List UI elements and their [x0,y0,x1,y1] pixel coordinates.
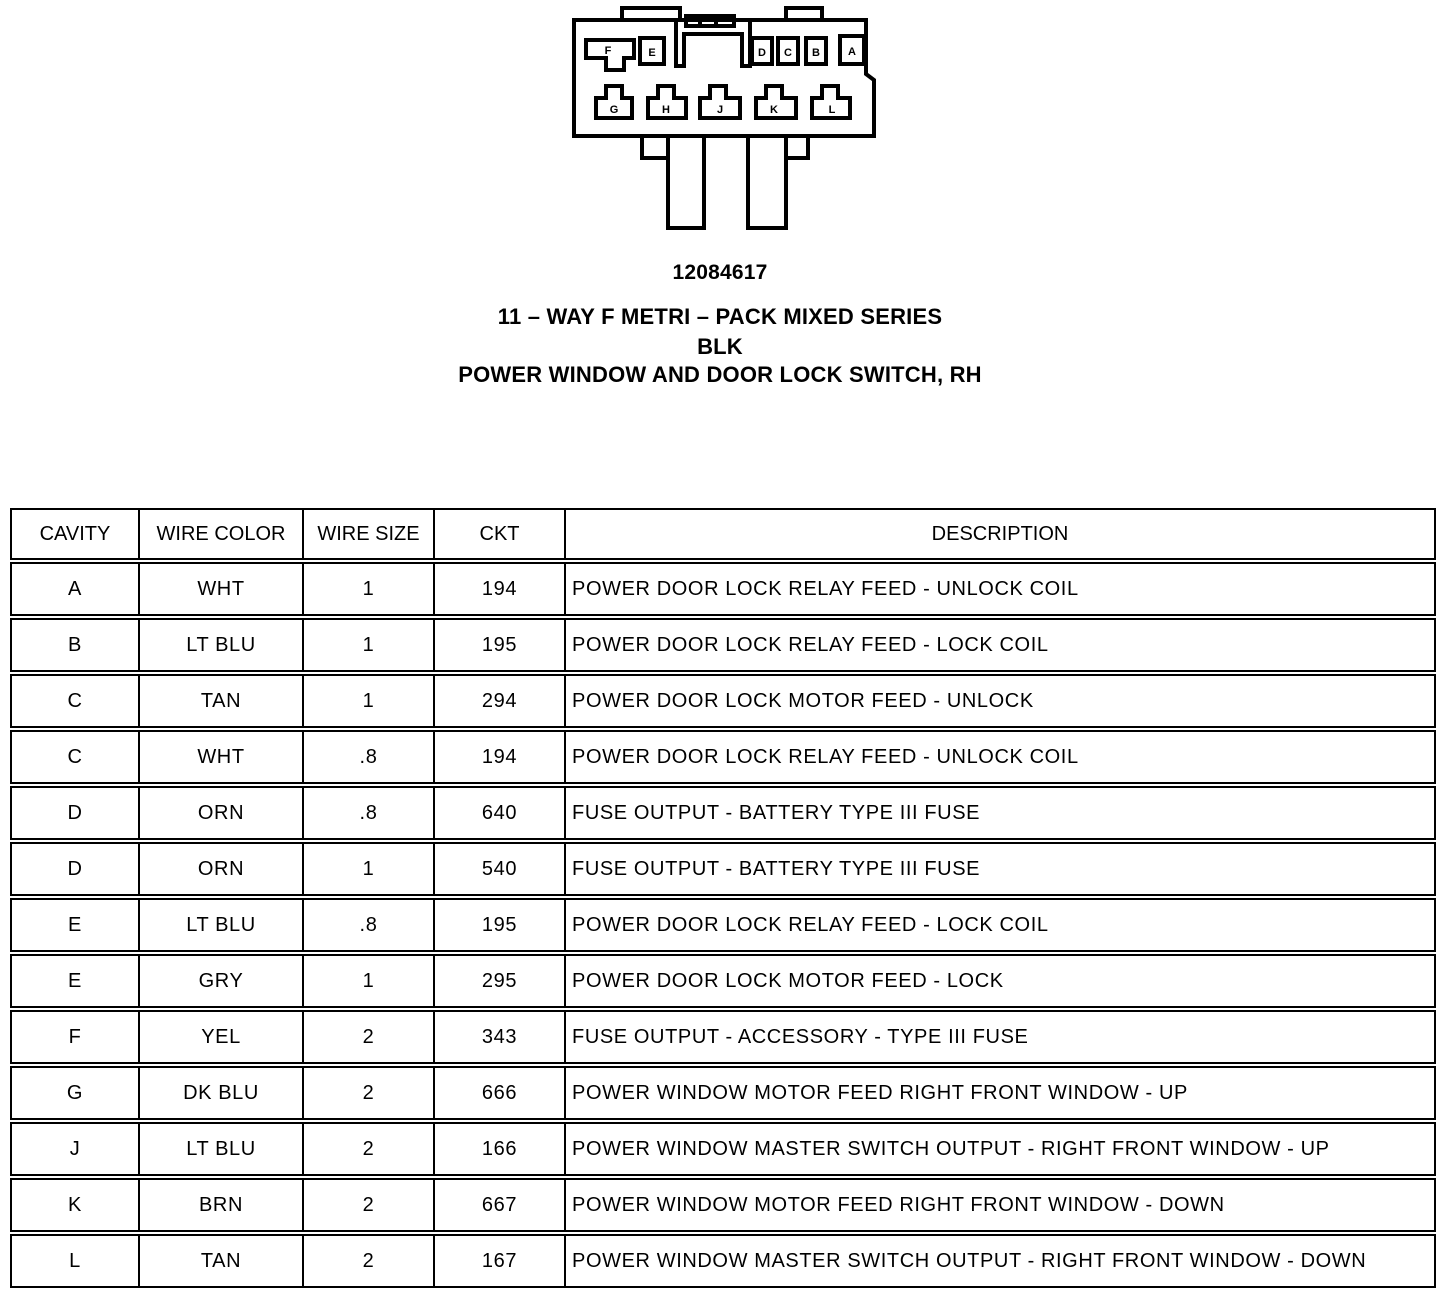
cell-cavity: D [11,841,139,897]
cell-wire-color: GRY [139,953,303,1009]
cell-wire-size: 2 [303,1177,434,1233]
cell-description: POWER WINDOW MOTOR FEED RIGHT FRONT WINDOW - DOWN [565,1177,1435,1233]
cell-wire-color: WHT [139,729,303,785]
cell-cavity: F [11,1009,139,1065]
cell-description: POWER DOOR LOCK RELAY FEED - UNLOCK COIL [565,729,1435,785]
cell-cavity: D [11,785,139,841]
table-row [11,617,1435,673]
cell-cavity: E [11,953,139,1009]
cell-wire-size: 2 [303,1233,434,1287]
table-row [11,953,1435,1009]
cell-ckt: 295 [434,953,565,1009]
column-header-description: DESCRIPTION [565,509,1435,561]
cell-description: FUSE OUTPUT - BATTERY TYPE III FUSE [565,785,1435,841]
cell-wire-color: LT BLU [139,1121,303,1177]
cell-ckt: 640 [434,785,565,841]
bottom-leg-left [642,136,668,158]
cavity-label-h: H [662,104,670,116]
connector-title: POWER WINDOW AND DOOR LOCK SWITCH, RH [458,362,982,387]
cell-description: POWER DOOR LOCK RELAY FEED - LOCK COIL [565,897,1435,953]
cavity-label-l: L [828,104,836,116]
cell-ckt: 343 [434,1009,565,1065]
cell-wire-color: LT BLU [139,897,303,953]
table-row [11,1177,1435,1233]
cell-description: FUSE OUTPUT - BATTERY TYPE III FUSE [565,841,1435,897]
table-row [11,1233,1435,1287]
cell-cavity: C [11,673,139,729]
table-row [11,1065,1435,1121]
connector-diagram [560,0,890,240]
part-number: 12084617 [672,261,768,284]
table-row [11,1121,1435,1177]
cell-wire-color: DK BLU [139,1065,303,1121]
cell-wire-color: ORN [139,841,303,897]
cell-wire-size: 1 [303,673,434,729]
column-header-wire-size: WIRE SIZE [303,509,434,561]
cell-wire-color: BRN [139,1177,303,1233]
cavity-label-g: G [609,104,619,116]
wire-left [668,136,704,228]
cavity-label-k: K [770,104,778,116]
cell-cavity: J [11,1121,139,1177]
cell-ckt: 194 [434,729,565,785]
cell-ckt: 666 [434,1065,565,1121]
table-row [11,785,1435,841]
bottom-leg-right [786,136,808,158]
cell-ckt: 195 [434,897,565,953]
cell-description: POWER WINDOW MASTER SWITCH OUTPUT - RIGHT FRONT WINDOW - UP [565,1121,1435,1177]
cell-wire-color: TAN [139,1233,303,1287]
cell-wire-size: 1 [303,617,434,673]
table-row [11,897,1435,953]
table-row [11,561,1435,617]
cell-description: POWER WINDOW MASTER SWITCH OUTPUT - RIGHT FRONT WINDOW - DOWN [565,1233,1435,1287]
cell-wire-size: .8 [303,729,434,785]
cell-cavity: L [11,1233,139,1287]
cell-wire-color: ORN [139,785,303,841]
cell-description: FUSE OUTPUT - ACCESSORY - TYPE III FUSE [565,1009,1435,1065]
pinout-table [10,508,1436,1288]
cell-wire-color: WHT [139,561,303,617]
cell-ckt: 195 [434,617,565,673]
column-header-wire-color: WIRE COLOR [139,509,303,561]
cell-ckt: 167 [434,1233,565,1287]
column-header-cavity: CAVITY [11,509,139,561]
table-row [11,673,1435,729]
cell-description: POWER DOOR LOCK RELAY FEED - UNLOCK COIL [565,561,1435,617]
cell-ckt: 667 [434,1177,565,1233]
cavity-label-f: F [604,45,612,57]
table-row [11,841,1435,897]
cell-wire-size: 2 [303,1121,434,1177]
cell-cavity: A [11,561,139,617]
table-row [11,1009,1435,1065]
cell-cavity: K [11,1177,139,1233]
cell-ckt: 294 [434,673,565,729]
wire-right [748,136,786,228]
cell-description: POWER DOOR LOCK MOTOR FEED - UNLOCK [565,673,1435,729]
cell-wire-size: 1 [303,561,434,617]
cell-wire-size: 1 [303,953,434,1009]
cell-wire-color: TAN [139,673,303,729]
cavity-label-b: B [812,47,820,59]
cell-cavity: B [11,617,139,673]
cavity-label-d: D [758,47,766,59]
cell-wire-color: YEL [139,1009,303,1065]
cell-wire-size: 2 [303,1009,434,1065]
cell-wire-color: LT BLU [139,617,303,673]
cell-description: POWER DOOR LOCK RELAY FEED - LOCK COIL [565,617,1435,673]
cavity-label-e: E [648,47,656,59]
cell-description: POWER DOOR LOCK MOTOR FEED - LOCK [565,953,1435,1009]
cell-cavity: C [11,729,139,785]
cell-wire-size: 2 [303,1065,434,1121]
cell-cavity: G [11,1065,139,1121]
cell-wire-size: .8 [303,785,434,841]
cell-ckt: 540 [434,841,565,897]
cell-description: POWER WINDOW MOTOR FEED RIGHT FRONT WINDOW - UP [565,1065,1435,1121]
table-header-row [11,509,1435,561]
column-header-ckt: CKT [434,509,565,561]
cell-wire-size: .8 [303,897,434,953]
connector-type: 11 – WAY F METRI – PACK MIXED SERIES [497,304,943,329]
cell-wire-size: 1 [303,841,434,897]
cavity-label-j: J [716,104,724,116]
connector-color: BLK [697,334,743,359]
cell-ckt: 194 [434,561,565,617]
cell-ckt: 166 [434,1121,565,1177]
table-row [11,729,1435,785]
cell-cavity: E [11,897,139,953]
cavity-label-c: C [784,47,792,59]
cavity-label-a: A [848,46,856,58]
